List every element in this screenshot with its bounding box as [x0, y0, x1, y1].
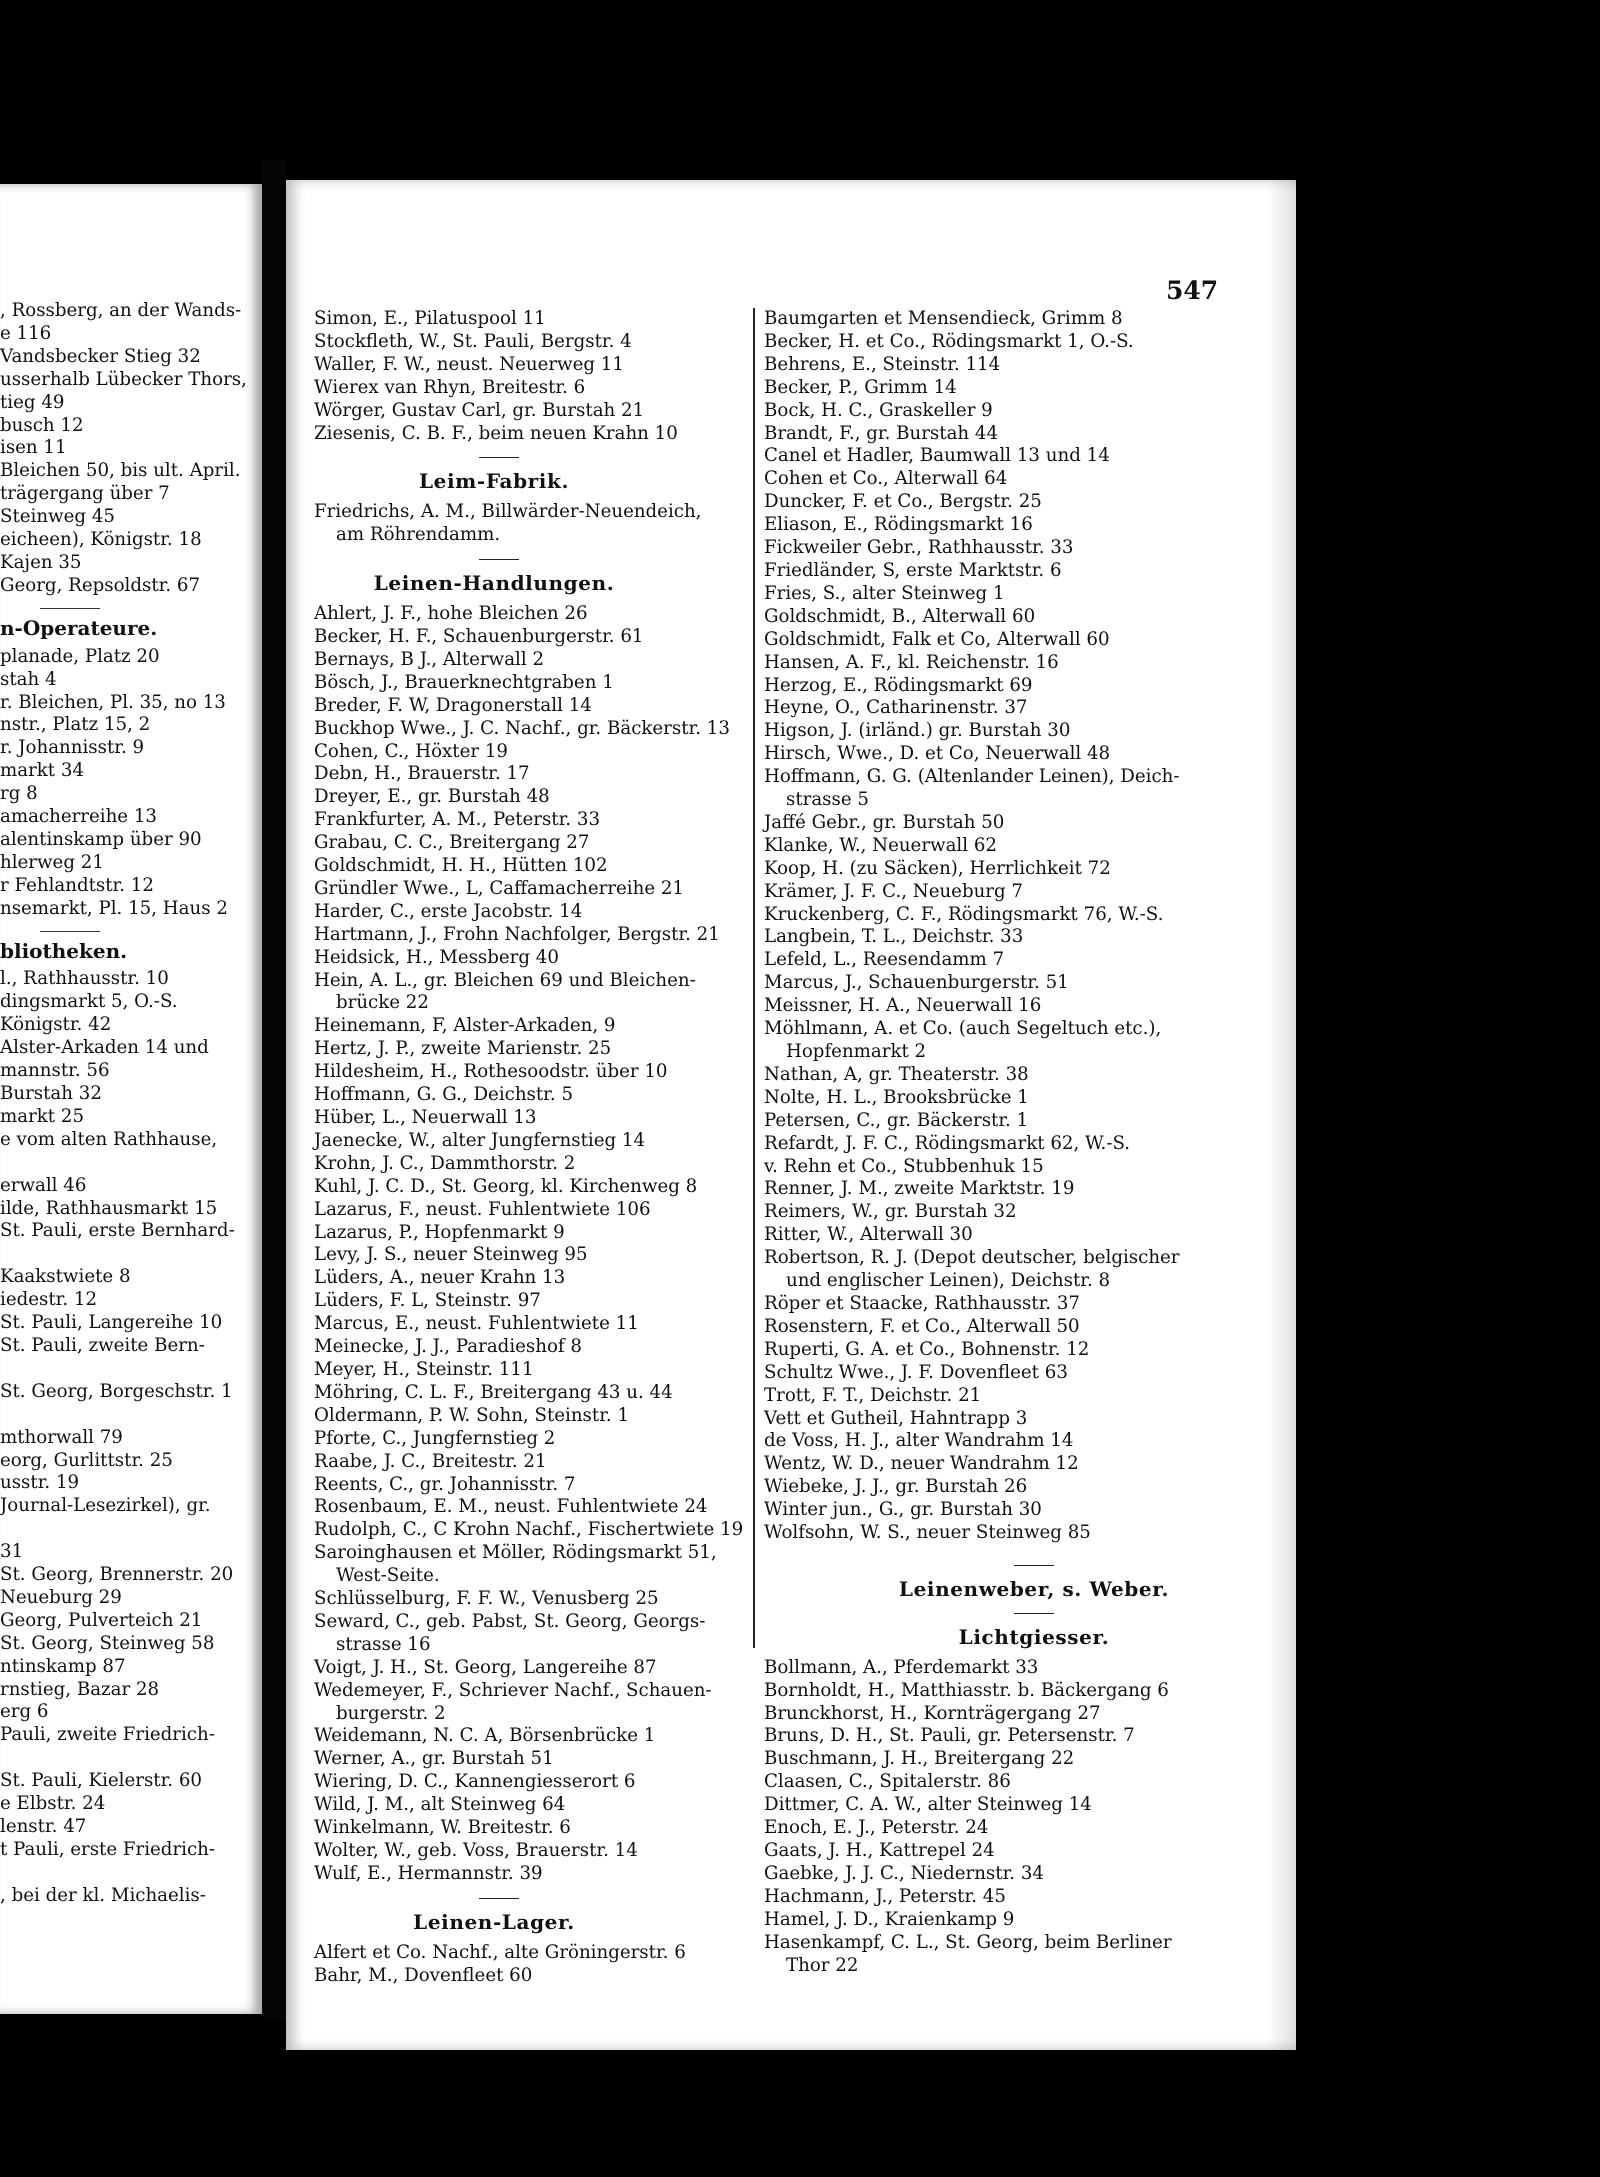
entry-line: Hamel, J. D., Kraienkamp 9 [764, 1908, 1015, 1930]
right-column [764, 308, 1296, 1977]
directory-entry [764, 858, 1296, 881]
directory-entry [764, 423, 1296, 446]
entry-line: Enoch, E. J., Peterstr. 24 [764, 1817, 989, 1839]
directory-entry [764, 812, 1296, 835]
entry-line: Nolte, H. L., Brooksbrücke 1 [764, 1086, 1029, 1108]
left-text-line: Bleichen 50, bis ult. April. [0, 460, 241, 482]
left-text-line: stah 4 [0, 668, 57, 690]
directory-entry [764, 904, 1296, 927]
entry-line: Alfert et Co. Nachf., alte Gröningerstr. 6 [314, 1941, 686, 1963]
left-text-line [0, 1862, 262, 1885]
left-text-line: amacherreihe 13 [0, 806, 157, 828]
directory-entry [764, 720, 1296, 743]
entry-line: Dittmer, C. A. W., alter Steinweg 14 [764, 1794, 1092, 1816]
entry-line: Behrens, E., Steinstr. 114 [764, 353, 1001, 375]
entry-line: Hüber, L., Neuerwall 13 [314, 1107, 537, 1128]
entry-line: Rosenbaum, E. M., neust. Fuhlentwiete 24 [314, 1496, 708, 1518]
directory-entry [764, 1476, 1296, 1499]
entry-line: Reents, C., gr. Johannisstr. 7 [314, 1473, 576, 1495]
left-text-line: usstr. 19 [0, 1472, 80, 1494]
directory-entry [764, 1087, 1296, 1110]
directory-entry [764, 1247, 1296, 1293]
entry-line: Harder, C., erste Jacobstr. 14 [314, 900, 583, 922]
entry-line: Friedländer, S, erste Marktstr. 6 [764, 559, 1062, 581]
directory-entry [764, 675, 1296, 698]
directory-entry [764, 743, 1296, 766]
entry-line: Baumgarten et Mensendieck, Grimm 8 [764, 308, 1123, 329]
left-text-line: l., Rathhausstr. 10 [0, 968, 169, 990]
entry-line: Cohen et Co., Alterwall 64 [764, 468, 1008, 490]
entry-line: Hasenkampf, C. L., St. Georg, beim Berliner [764, 1931, 1172, 1953]
left-text-line: rg 8 [0, 783, 38, 805]
left-text-line: nsemarkt, Pl. 15, Haus 2 [0, 897, 228, 919]
left-text-line: Journal-Lesezirkel), gr. [0, 1495, 211, 1517]
entry-line: Rosenstern, F. et Co., Alterwall 50 [764, 1315, 1080, 1337]
entry-line: Levy, J. S., neuer Steinweg 95 [314, 1244, 588, 1266]
directory-entry [764, 1201, 1296, 1224]
entry-line: Meinecke, J. J., Paradieshof 8 [314, 1336, 582, 1358]
entry-line: Gründler Wwe., L, Caffamacherreihe 21 [314, 877, 685, 899]
entry-line: Marcus, J., Schauenburgerstr. 51 [764, 972, 1069, 994]
entry-continuation: Thor 22 [786, 1954, 859, 1976]
left-text-line: St. Pauli, erste Bernhard- [0, 1220, 235, 1242]
directory-entry [764, 1863, 1296, 1886]
entry-line: Fickweiler Gebr., Rathhausstr. 33 [764, 537, 1074, 559]
left-text-line: planade, Platz 20 [0, 645, 160, 667]
left-text-line: erwall 46 [0, 1174, 87, 1196]
left-text-line: , Rossberg, an der Wands- [0, 300, 242, 321]
entry-line: Krohn, J. C., Dammthorstr. 2 [314, 1152, 576, 1174]
entry-line: Lazarus, F., neust. Fuhlentwiete 106 [314, 1198, 651, 1220]
entry-line: Weidemann, N. C. A, Börsenbrücke 1 [314, 1725, 656, 1747]
entry-line: Gaebke, J. J. C., Niedernstr. 34 [764, 1862, 1044, 1884]
entry-line: Saroinghausen et Möller, Rödingsmarkt 51, [314, 1542, 717, 1564]
entry-continuation: West-Seite. [336, 1565, 440, 1587]
entry-line: Lefeld, L., Reesendamm 7 [764, 949, 1005, 971]
entry-line: Bruns, D. H., St. Pauli, gr. Petersenstr. 7 [764, 1725, 1135, 1747]
entry-line: Debn, H., Brauerstr. 17 [314, 763, 530, 785]
entry-line: Krämer, J. F. C., Neueburg 7 [764, 880, 1023, 902]
directory-entry [764, 881, 1296, 904]
entry-line: Rudolph, C., C Krohn Nachf., Fischertwiete 19 [314, 1519, 744, 1541]
section-rule [40, 608, 100, 609]
entry-line: Becker, P., Grimm 14 [764, 376, 957, 398]
entry-line: Vett et Gutheil, Hahntrapp 3 [764, 1407, 1028, 1429]
left-text-line: ilde, Rathhausmarkt 15 [0, 1197, 218, 1219]
left-text-line: hlerweg 21 [0, 851, 104, 873]
directory-entry [764, 491, 1296, 514]
entry-line: Stockfleth, W., St. Pauli, Bergstr. 4 [314, 330, 632, 352]
left-text-line: tieg 49 [0, 391, 65, 413]
left-text-line: Pauli, zweite Friedrich- [0, 1724, 215, 1746]
left-text-line: rnstieg, Bazar 28 [0, 1678, 160, 1700]
entry-line: Wentz, W. D., neuer Wandrahm 12 [764, 1453, 1079, 1475]
lichtgiesser-entries [764, 1657, 1296, 1978]
left-text-line: mannstr. 56 [0, 1060, 110, 1082]
entry-line: Lazarus, P., Hopfenmarkt 9 [314, 1221, 565, 1243]
entry-line: Hoffmann, G. G., Deichstr. 5 [314, 1084, 574, 1106]
entry-line: Heinemann, F, Alster-Arkaden, 9 [314, 1015, 616, 1037]
section-title-leinenweber: Leinenweber, s. Weber. [898, 1576, 1170, 1601]
directory-entry [764, 400, 1296, 423]
directory-entry [764, 560, 1296, 583]
directory-entry [764, 972, 1296, 995]
directory-entry [764, 1748, 1296, 1771]
directory-entry [764, 1932, 1296, 1978]
entry-line: Hartmann, J., Frohn Nachfolger, Bergstr. 21 [314, 923, 720, 945]
left-text-line: 31 [0, 1541, 24, 1563]
entry-line: Hertz, J. P., zweite Marienstr. 25 [314, 1038, 612, 1060]
directory-entry [764, 1385, 1296, 1408]
entry-line: Lüders, F. L, Steinstr. 97 [314, 1290, 541, 1312]
left-text-line [0, 1404, 262, 1427]
entry-line: Möhring, C. L. F., Breitergang 43 u. 44 [314, 1381, 673, 1403]
directory-entry [764, 1133, 1296, 1156]
left-section-title: bliotheken. [0, 938, 128, 963]
directory-entry [764, 606, 1296, 629]
directory-entry [764, 1316, 1296, 1339]
entry-line: Dreyer, E., gr. Burstah 48 [314, 786, 550, 808]
left-text-line: St. Georg, Steinweg 58 [0, 1632, 215, 1654]
left-text-line: Steinweg 45 [0, 506, 115, 528]
entry-line: Friedrichs, A. M., Billwärder-Neuendeich, [314, 501, 702, 523]
entry-line: Kruckenberg, C. F., Rödingsmarkt 76, W.-S. [764, 903, 1164, 925]
entry-line: Bernays, B J., Alterwall 2 [314, 648, 545, 670]
left-text-line: Georg, Repsoldstr. 67 [0, 574, 201, 596]
left-text-line: Alster-Arkaden 14 und [0, 1037, 209, 1059]
directory-entry [764, 1794, 1296, 1817]
left-text-line [0, 1358, 262, 1381]
entry-line: Bösch, J., Brauerknechtgraben 1 [314, 671, 614, 693]
left-text-line [0, 1243, 262, 1266]
entry-line: Grabau, C. C., Breitergang 27 [314, 832, 590, 854]
left-text-line: lenstr. 47 [0, 1816, 87, 1837]
entry-line: Becker, H. et Co., Rödingsmarkt 1, O.-S. [764, 330, 1134, 352]
left-text-line: dingsmarkt 5, O.-S. [0, 991, 178, 1013]
directory-entry [764, 1499, 1296, 1522]
entry-line: Wiebeke, J. J., gr. Burstah 26 [764, 1476, 1028, 1498]
directory-entry [764, 377, 1296, 400]
entry-line: Ahlert, J. F., hohe Bleichen 26 [314, 603, 588, 625]
entry-line: Buschmann, J. H., Breitergang 22 [764, 1748, 1075, 1770]
entry-line: Wild, J. M., alt Steinweg 64 [314, 1794, 566, 1816]
directory-entry [764, 1178, 1296, 1201]
entry-line: Waller, F. W., neust. Neuerweg 11 [314, 353, 624, 375]
directory-entry [764, 1430, 1296, 1453]
entry-line: Hoffmann, G. G. (Altenlander Leinen), Deich- [764, 766, 1180, 788]
entry-line: Wiering, D. C., Kannengiesserort 6 [314, 1771, 636, 1793]
entry-continuation: und englischer Leinen), Deichstr. 8 [786, 1270, 1111, 1292]
entry-line: Brunckhorst, H., Kornträgergang 27 [764, 1702, 1101, 1724]
section-title-lichtgiesser: Lichtgiesser. [958, 1624, 1110, 1649]
directory-entry [764, 308, 1296, 331]
entry-line: Herzog, E., Rödingsmarkt 69 [764, 674, 1033, 696]
entry-line: Brandt, F., gr. Burstah 44 [764, 422, 999, 444]
right-top-entries [764, 308, 1296, 1545]
entry-line: Kuhl, J. C. D., St. Georg, kl. Kirchenweg 8 [314, 1175, 698, 1197]
entry-line: Higson, J. (irländ.) gr. Burstah 30 [764, 720, 1071, 742]
entry-line: Koop, H. (zu Säcken), Herrlichkeit 72 [764, 857, 1111, 879]
entry-line: Eliason, E., Rödingsmarkt 16 [764, 514, 1033, 536]
left-text-line: usserhalb Lübecker Thors, [0, 368, 247, 390]
left-text-line: alentinskamp über 90 [0, 828, 202, 850]
book-gutter [262, 160, 286, 2020]
entry-line: Goldschmidt, H. H., Hütten 102 [314, 855, 608, 877]
left-text-line: isen 11 [0, 437, 67, 459]
section-rule [479, 457, 519, 458]
left-text-line: iedestr. 12 [0, 1289, 98, 1311]
entry-line: Bornholdt, H., Matthiasstr. b. Bäckergang 6 [764, 1679, 1169, 1701]
section-title-leinen-lager: Leinen-Lager. [413, 1909, 575, 1934]
entry-line: Claasen, C., Spitalerstr. 86 [764, 1771, 1011, 1793]
left-text-line: St. Georg, Brennerstr. 20 [0, 1564, 234, 1586]
entry-line: Bahr, M., Dovenfleet 60 [314, 1964, 533, 1986]
left-text-line [0, 1152, 262, 1175]
directory-entry [764, 537, 1296, 560]
entry-line: Hildesheim, H., Rothesoodstr. über 10 [314, 1061, 668, 1083]
entry-line: Ritter, W., Alterwall 30 [764, 1224, 973, 1246]
directory-entry [764, 1909, 1296, 1932]
directory-entry [764, 468, 1296, 491]
directory-entry [764, 1293, 1296, 1316]
entry-line: Langbein, T. L., Deichstr. 33 [764, 926, 1024, 948]
left-page-text [0, 300, 262, 1908]
entry-line: v. Rehn et Co., Stubbenhuk 15 [764, 1155, 1044, 1177]
left-text-line: eorg, Gurlittstr. 25 [0, 1449, 173, 1471]
left-text-line: Burstah 32 [0, 1083, 102, 1104]
entry-line: Röper et Staacke, Rathhausstr. 37 [764, 1292, 1080, 1314]
directory-entry [764, 1064, 1296, 1087]
directory-entry [764, 995, 1296, 1018]
left-text-line: Neueburg 29 [0, 1586, 122, 1608]
entry-line: Marcus, E., neust. Fuhlentwiete 11 [314, 1313, 639, 1335]
entry-line: Robertson, R. J. (Depot deutscher, belgischer [764, 1247, 1180, 1269]
left-text-line: ntinskamp 87 [0, 1655, 126, 1677]
entry-line: Jaenecke, W., alter Jungfernstieg 14 [314, 1129, 646, 1151]
left-text-line: St. Georg, Borgeschstr. 1 [0, 1380, 233, 1402]
directory-entry [764, 1522, 1296, 1545]
entry-line: Meissner, H. A., Neuerwall 16 [764, 995, 1042, 1017]
section-rule [479, 1898, 519, 1899]
entry-line: Winkelmann, W. Breitestr. 6 [314, 1817, 571, 1839]
left-text-line: r. Bleichen, Pl. 35, no 13 [0, 691, 226, 713]
directory-entry [764, 652, 1296, 675]
entry-line: Wörger, Gustav Carl, gr. Burstah 21 [314, 399, 645, 421]
entry-line: Seward, C., geb. Pabst, St. Georg, Georgs- [314, 1610, 706, 1632]
directory-entry [764, 331, 1296, 354]
left-text-line: e vom alten Rathhause, [0, 1128, 218, 1150]
left-text-line [0, 1518, 262, 1541]
directory-entry [764, 629, 1296, 652]
entry-line: Hachmann, J., Peterstr. 45 [764, 1885, 1006, 1907]
left-text-line: eicheen), Königstr. 18 [0, 529, 202, 551]
entry-line: Hein, A. L., gr. Bleichen 69 und Bleichen- [314, 969, 696, 991]
left-text-line: Kaakstwiete 8 [0, 1266, 131, 1288]
entry-continuation: strasse 16 [336, 1633, 431, 1655]
entry-line: Oldermann, P. W. Sohn, Steinstr. 1 [314, 1404, 630, 1426]
directory-entry [764, 1156, 1296, 1179]
directory-entry [764, 697, 1296, 720]
entry-line: Refardt, J. F. C., Rödingsmarkt 62, W.-S. [764, 1132, 1131, 1154]
entry-line: Frankfurter, A. M., Peterstr. 33 [314, 809, 601, 831]
left-text-line: markt 25 [0, 1105, 85, 1127]
left-text-line: trägergang über 7 [0, 483, 170, 505]
directory-entry [764, 1725, 1296, 1748]
column-divider [753, 308, 755, 1648]
entry-line: Jaffé Gebr., gr. Burstah 50 [764, 811, 1005, 833]
entry-continuation: am Röhrendamm. [336, 524, 501, 546]
directory-entry [764, 1840, 1296, 1863]
entry-line: Goldschmidt, B., Alterwall 60 [764, 605, 1036, 627]
section-title-leinen-handlungen: Leinen-Handlungen. [373, 571, 615, 596]
left-text-line: nstr., Platz 15, 2 [0, 714, 151, 736]
directory-entry [764, 949, 1296, 972]
left-text-line: Kajen 35 [0, 551, 82, 573]
entry-line: Klanke, W., Neuerwall 62 [764, 834, 997, 856]
entry-line: Bock, H. C., Graskeller 9 [764, 399, 993, 421]
entry-line: Reimers, W., gr. Burstah 32 [764, 1201, 1017, 1223]
directory-entry [764, 1680, 1296, 1703]
entry-line: Heyne, O., Catharinenstr. 37 [764, 697, 1028, 719]
directory-entry [764, 1110, 1296, 1133]
entry-line: Duncker, F. et Co., Bergstr. 25 [764, 491, 1042, 513]
directory-entry [764, 583, 1296, 606]
entry-line: de Voss, H. J., alter Wandrahm 14 [764, 1430, 1074, 1452]
entry-line: Möhlmann, A. et Co. (auch Segeltuch etc.), [764, 1018, 1162, 1040]
entry-line: Breder, F. W, Dragonerstall 14 [314, 694, 592, 716]
entry-line: Winter jun., G., gr. Burstah 30 [764, 1499, 1042, 1521]
left-text-line: busch 12 [0, 414, 84, 436]
page-number: 547 [1166, 276, 1219, 305]
directory-entry [764, 1408, 1296, 1431]
directory-entry [764, 1657, 1296, 1680]
section-rule [1014, 1613, 1054, 1614]
entry-line: Hansen, A. F., kl. Reichenstr. 16 [764, 651, 1059, 673]
left-text-line: mthorwall 79 [0, 1426, 123, 1448]
directory-entry [764, 926, 1296, 949]
directory-entry [764, 445, 1296, 468]
left-text-line: erg 6 [0, 1701, 49, 1723]
entry-line: Wulf, E., Hermannstr. 39 [314, 1862, 543, 1884]
entry-line: Bollmann, A., Pferdemarkt 33 [764, 1656, 1039, 1678]
entry-line: Werner, A., gr. Burstah 51 [314, 1748, 554, 1770]
entry-line: Becker, H. F., Schauenburgerstr. 61 [314, 625, 644, 647]
entry-line: Lüders, A., neuer Krahn 13 [314, 1267, 566, 1289]
left-text-line [0, 1747, 262, 1770]
entry-line: Buckhop Wwe., J. C. Nachf., gr. Bäckerstr. 13 [314, 717, 730, 739]
entry-continuation: brücke 22 [336, 992, 429, 1014]
directory-entry [764, 1771, 1296, 1794]
entry-line: Wierex van Rhyn, Breitestr. 6 [314, 376, 586, 398]
entry-line: Raabe, J. C., Breitestr. 21 [314, 1450, 547, 1472]
directory-entry [764, 1817, 1296, 1840]
left-text-line: e 116 [0, 322, 52, 344]
entry-line: Schultz Wwe., J. F. Dovenfleet 63 [764, 1361, 1068, 1383]
entry-line: Simon, E., Pilatuspool 11 [314, 308, 546, 329]
entry-continuation: strasse 5 [786, 789, 869, 811]
entry-line: Gaats, J. H., Kattrepel 24 [764, 1840, 995, 1861]
entry-line: Heidsick, H., Messberg 40 [314, 946, 559, 968]
section-title-leim-fabrik: Leim-Fabrik. [418, 469, 570, 494]
entry-line: Goldschmidt, Falk et Co, Alterwall 60 [764, 628, 1110, 650]
left-text-line: t Pauli, erste Friedrich- [0, 1838, 215, 1860]
directory-entry [764, 766, 1296, 812]
entry-line: Ziesenis, C. B. F., beim neuen Krahn 10 [314, 422, 678, 444]
directory-entry [764, 1703, 1296, 1726]
entry-continuation: burgerstr. 2 [336, 1702, 446, 1724]
directory-entry [764, 1224, 1296, 1247]
entry-line: Ruperti, G. A. et Co., Bohnenstr. 12 [764, 1338, 1090, 1360]
section-rule [1014, 1565, 1054, 1566]
directory-entry [764, 1886, 1296, 1909]
left-section-title: n-Operateure. [0, 615, 158, 640]
entry-line: Renner, J. M., zweite Marktstr. 19 [764, 1178, 1075, 1200]
entry-line: Petersen, C., gr. Bäckerstr. 1 [764, 1109, 1029, 1131]
directory-entry [764, 514, 1296, 537]
entry-line: Canel et Hadler, Baumwall 13 und 14 [764, 445, 1110, 467]
left-text-line: St. Pauli, zweite Bern- [0, 1334, 205, 1356]
left-text-line: Georg, Pulverteich 21 [0, 1609, 203, 1631]
left-text-line: St. Pauli, Langereihe 10 [0, 1312, 223, 1334]
left-text-line: Vandsbecker Stieg 32 [0, 345, 201, 367]
entry-line: Cohen, C., Höxter 19 [314, 740, 508, 762]
entry-line: Nathan, A, gr. Theaterstr. 38 [764, 1063, 1029, 1085]
directory-entry [764, 1453, 1296, 1476]
directory-entry [764, 1018, 1296, 1064]
left-text-line: r Fehlandtstr. 12 [0, 874, 154, 896]
entry-line: Hirsch, Wwe., D. et Co, Neuerwall 48 [764, 743, 1111, 765]
entry-line: Wolfsohn, W. S., neuer Steinweg 85 [764, 1522, 1091, 1544]
entry-line: Fries, S., alter Steinweg 1 [764, 582, 1005, 604]
entry-line: Wolter, W., geb. Voss, Brauerstr. 14 [314, 1840, 638, 1861]
left-text-line: e Elbstr. 24 [0, 1793, 106, 1815]
left-text-line: Königstr. 42 [0, 1014, 112, 1036]
right-page [286, 180, 1296, 2050]
entry-continuation: Hopfenmarkt 2 [786, 1041, 927, 1062]
directory-entry [764, 1362, 1296, 1385]
left-page [0, 184, 262, 2014]
entry-line: Voigt, J. H., St. Georg, Langereihe 87 [314, 1656, 657, 1678]
section-rule [479, 559, 519, 560]
left-text-line: r. Johannisstr. 9 [0, 737, 145, 759]
entry-line: Trott, F. T., Deichstr. 21 [764, 1384, 982, 1406]
entry-line: Schlüsselburg, F. F. W., Venusberg 25 [314, 1588, 659, 1610]
directory-entry [764, 354, 1296, 377]
left-text-line: , bei der kl. Michaelis- [0, 1884, 206, 1906]
left-text-line: St. Pauli, Kielerstr. 60 [0, 1770, 202, 1792]
directory-entry [764, 835, 1296, 858]
directory-entry [764, 1339, 1296, 1362]
entry-line: Wedemeyer, F., Schriever Nachf., Schauen- [314, 1679, 712, 1701]
entry-line: Pforte, C., Jungfernstieg 2 [314, 1427, 556, 1449]
entry-line: Meyer, H., Steinstr. 111 [314, 1358, 534, 1380]
section-rule [40, 931, 100, 932]
left-text-line: markt 34 [0, 760, 85, 782]
